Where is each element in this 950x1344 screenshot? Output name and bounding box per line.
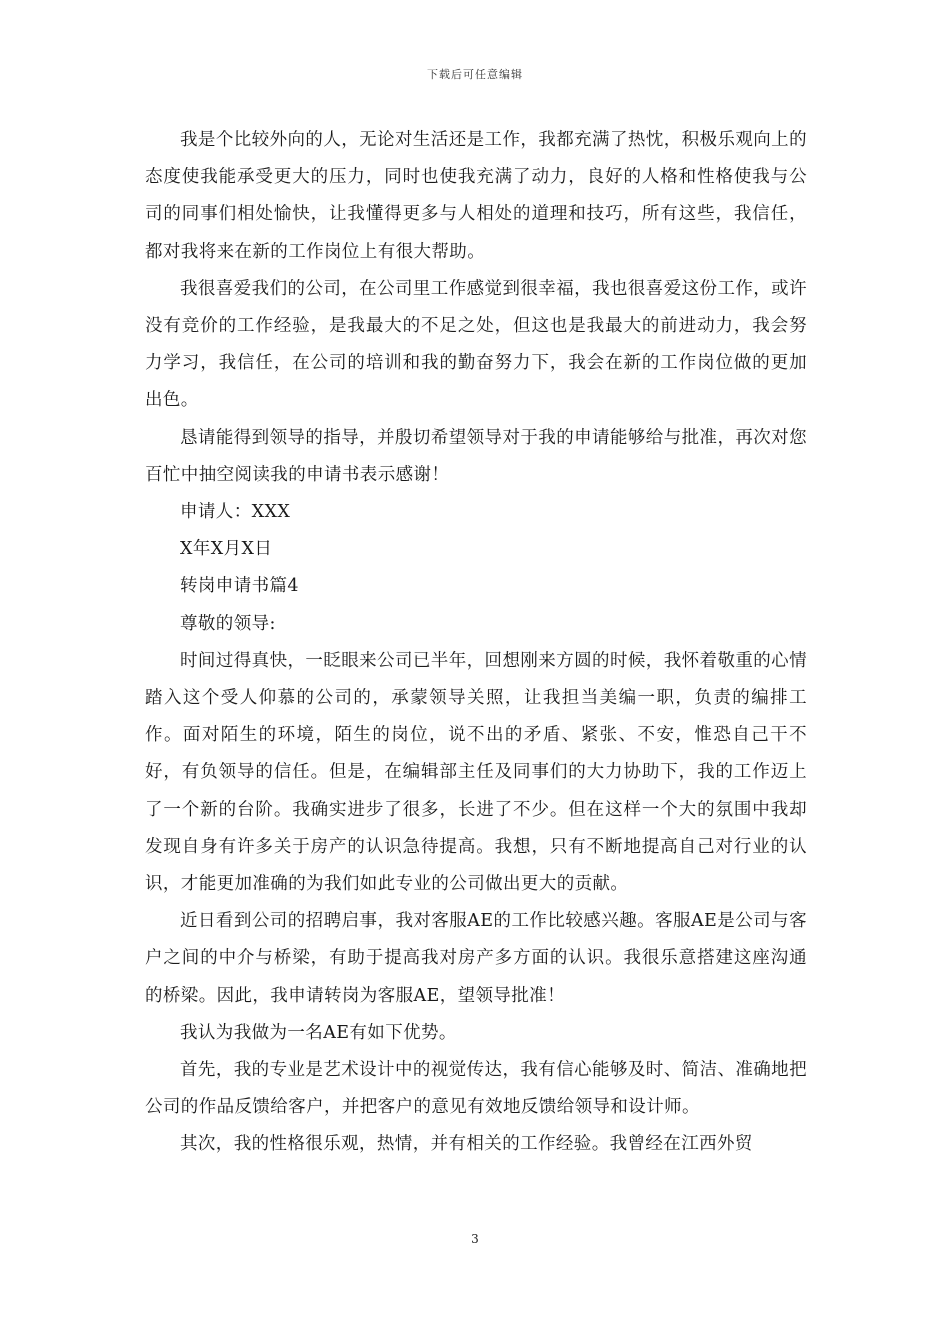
paragraph-love-company: 我很喜爱我们的公司，在公司里工作感觉到很幸福，我也很喜爱这份工作，或许没有竞价的工作经验，是我最大的不足之处，但这也是我最大的前进动力，我会努力学习，我信任，在公司的培训和我的勤奋努力下，我会在新的工作岗位做的更加出色。 (145, 278, 807, 411)
page-number: 3 (471, 1232, 479, 1246)
paragraph-job-posting: 近日看到公司的招聘启事，我对客服AE的工作比较感兴趣。客服AE是公司与客户之间的中介与桥梁，有助于提高我对房产多方面的认识。我很乐意搭建这座沟通的桥梁。因此，我申请转岗为客服AE，望领导批准！ (145, 911, 807, 1006)
section-title: 转岗申请书篇4 (180, 576, 299, 597)
paragraph-personality: 我是个比较外向的人，无论对生活还是工作，我都充满了热忱，积极乐观向上的态度使我能承受更大的压力，同时也使我充满了动力，良好的人格和性格使我与公司的同事们相处愉快，让我懂得更多与人相处的道理和技巧，所有这些，我信任，都对我将来在新的工作岗位上有很大帮助。 (145, 130, 807, 262)
date-line: X年X月X日 (180, 539, 273, 560)
paragraph-second-advantage: 其次，我的性格很乐观，热情，并有相关的工作经验。我曾经在江西外贸 (180, 1134, 753, 1155)
paragraph-request-approval: 恳请能得到领导的指导，并殷切希望领导对于我的申请能够给与批准，再次对您百忙中抽空阅读我的申请书表示感谢！ (145, 427, 807, 485)
applicant-line: 申请人：XXX (180, 502, 291, 523)
salutation: 尊敬的领导: (180, 613, 276, 634)
paragraph-advantages-intro: 我认为我做为一名AE有如下优势。 (180, 1022, 457, 1043)
paragraph-first-advantage: 首先，我的专业是艺术设计中的视觉传达，我有信心能够及时、简洁、准确地把公司的作品反馈给客户，并把客户的意见有效地反馈给领导和设计师。 (145, 1060, 807, 1118)
paragraph-time-flies: 时间过得真快，一眨眼来公司已半年，回想刚来方圆的时候，我怀着敬重的心情踏入这个受人仰慕的公司的，承蒙领导关照，让我担当美编一职，负责的编排工作。面对陌生的环境，陌生的岗位，说不出的矛盾、紧张、不安，惟恐自己干不好，有负领导的信任。但是，在编辑部主任及同事们的大力协助下，我的工作迈上了一个新的台阶。我确实进步了很多，长进了不少。但在这样一个大的氛围中我却发现自身有许多关于房产的认识急待提高。我想，只有不断地提高自己对行业的认识，才能更加准确的为我们如此专业的公司做出更大的贡献。 (145, 650, 807, 895)
header-note: 下载后可任意编辑 (427, 68, 523, 81)
document-body (145, 122, 807, 1164)
